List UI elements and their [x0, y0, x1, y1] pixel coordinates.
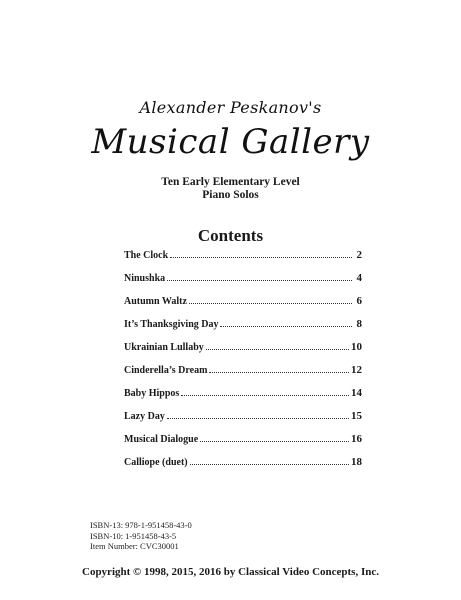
toc-entry-title: It’s Thanksgiving Day — [124, 319, 219, 330]
toc-dot-leader — [181, 394, 349, 396]
copyright-notice: Copyright © 1998, 2015, 2016 by Classical Video Concepts, Inc. — [82, 566, 379, 578]
toc-entry-page: 6 — [356, 295, 362, 307]
book-subtitle — [0, 176, 461, 202]
toc-entry — [124, 364, 362, 387]
toc-dot-leader — [167, 279, 352, 281]
toc-entry-page: 15 — [351, 410, 362, 422]
toc-entry — [124, 341, 362, 364]
toc-dot-leader — [206, 348, 349, 350]
toc-entry-page: 2 — [356, 249, 362, 261]
book-title: Musical Gallery — [91, 122, 370, 162]
toc-dot-leader — [189, 302, 352, 304]
toc-dot-leader — [190, 463, 349, 465]
composer-name: Alexander Peskanov's — [139, 98, 322, 117]
toc-entry — [124, 318, 362, 341]
contents-heading: Contents — [197, 226, 264, 245]
item-number: Item Number: CVC30001 — [90, 541, 179, 551]
toc-dot-leader — [200, 440, 349, 442]
toc-entry-title: The Clock — [124, 250, 169, 261]
isbn-10: ISBN-10: 1-951458-43-5 — [90, 530, 177, 541]
toc-entry-page: 18 — [351, 456, 362, 468]
toc-entry — [124, 387, 362, 410]
toc-entry-title: Lazy Day — [124, 411, 165, 422]
table-of-contents — [124, 249, 362, 479]
toc-entry-page: 10 — [351, 341, 362, 353]
toc-entry-title: Baby Hippos — [124, 388, 180, 399]
toc-entry-title: Cinderella’s Dream — [124, 365, 208, 376]
subtitle-line-1: Ten Early Elementary Level — [161, 176, 300, 188]
toc-dot-leader — [167, 417, 349, 419]
toc-dot-leader — [170, 256, 352, 258]
toc-entry-title: Ninushka — [124, 273, 166, 284]
toc-entry-page: 16 — [351, 433, 362, 445]
toc-entry — [124, 272, 362, 295]
toc-entry-title: Musical Dialogue — [124, 434, 199, 445]
toc-entry-page: 4 — [356, 272, 362, 284]
toc-dot-leader — [220, 325, 352, 327]
toc-entry — [124, 295, 362, 318]
toc-entry — [124, 456, 362, 479]
toc-entry-title: Ukrainian Lullaby — [124, 342, 204, 353]
toc-entry — [124, 433, 362, 456]
toc-entry — [124, 410, 362, 433]
toc-entry-page: 12 — [351, 364, 362, 376]
toc-entry-page: 14 — [351, 387, 362, 399]
toc-entry — [124, 249, 362, 272]
subtitle-line-2: Piano Solos — [202, 189, 259, 201]
isbn-13: ISBN-13: 978-1-951458-43-0 — [90, 520, 192, 530]
toc-entry-page: 8 — [356, 318, 362, 330]
toc-dot-leader — [209, 371, 349, 373]
toc-entry-title: Calliope (duet) — [124, 457, 188, 468]
isbn-block — [90, 520, 192, 552]
toc-entry-title: Autumn Waltz — [124, 296, 187, 307]
